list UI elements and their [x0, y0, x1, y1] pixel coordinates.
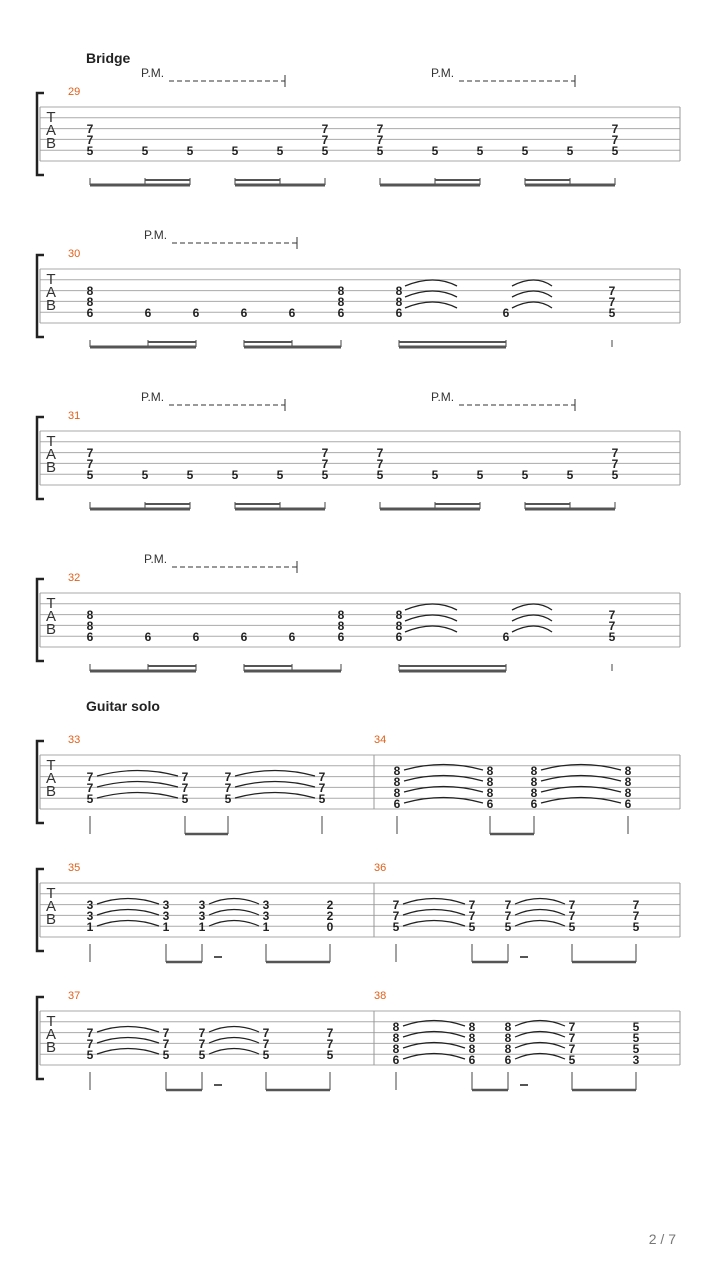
slur-arc [515, 910, 565, 916]
fret-number: 8 [624, 775, 632, 789]
tie-arc [512, 626, 552, 632]
fret-number: 0 [326, 920, 334, 934]
fret-number: 7 [86, 781, 94, 795]
fret-number: 5 [521, 144, 529, 158]
slur-arc [403, 910, 465, 916]
fret-number: 3 [262, 909, 270, 923]
tie-arc [512, 604, 552, 610]
fret-number: 5 [198, 1048, 206, 1062]
slur-arc [97, 1049, 159, 1055]
fret-number: 5 [318, 792, 326, 806]
fret-number: 7 [86, 1026, 94, 1040]
fret-number: 8 [468, 1031, 476, 1045]
palm-mute-label: P.M. [431, 66, 455, 80]
fret-number: 7 [376, 446, 384, 460]
tab-clef-letter: B [45, 297, 57, 314]
fret-number: 5 [632, 1031, 640, 1045]
fret-number: 6 [624, 797, 632, 811]
bar-number: 32 [68, 572, 81, 584]
fret-number: 8 [504, 1020, 512, 1034]
fret-number: 5 [566, 144, 574, 158]
fret-number: 8 [337, 608, 345, 622]
fret-number: 5 [86, 792, 94, 806]
fret-number: 5 [608, 630, 616, 644]
fret-number: 5 [231, 144, 239, 158]
fret-number: 7 [224, 770, 232, 784]
fret-number: 5 [376, 468, 384, 482]
fret-number: 7 [611, 446, 619, 460]
slur-arc [403, 921, 465, 927]
slur-arc [97, 1038, 159, 1044]
fret-number: 3 [162, 898, 170, 912]
slur-arc [235, 782, 315, 788]
fret-number: 5 [162, 1048, 170, 1062]
palm-mute-label: P.M. [144, 552, 168, 566]
fret-number: 5 [262, 1048, 270, 1062]
fret-number: 7 [392, 898, 400, 912]
tie-arc [405, 604, 457, 610]
fret-number: 8 [530, 786, 538, 800]
bar-number: 31 [68, 410, 81, 422]
bar-number: 36 [374, 862, 387, 874]
fret-number: 5 [476, 468, 484, 482]
fret-number: 7 [86, 770, 94, 784]
fret-number: 5 [141, 144, 149, 158]
palm-mute-label: P.M. [144, 228, 168, 242]
fret-number: 7 [162, 1037, 170, 1051]
tab-clef-letter: B [45, 621, 57, 638]
palm-mute-label: P.M. [431, 390, 455, 404]
section-title: Guitar solo [86, 698, 160, 714]
fret-number: 7 [321, 457, 329, 471]
fret-number: 6 [288, 306, 296, 320]
fret-number: 5 [86, 468, 94, 482]
fret-number: 7 [86, 122, 94, 136]
fret-number: 8 [86, 619, 94, 633]
fret-number: 5 [186, 144, 194, 158]
fret-number: 7 [392, 909, 400, 923]
fret-number: 7 [318, 770, 326, 784]
tab-clef-letter: T [46, 271, 56, 288]
fret-number: 5 [504, 920, 512, 934]
fret-number: 7 [608, 619, 616, 633]
fret-number: 3 [262, 898, 270, 912]
fret-number: 8 [86, 284, 94, 298]
fret-number: 1 [262, 920, 270, 934]
fret-number: 7 [181, 781, 189, 795]
fret-number: 7 [162, 1026, 170, 1040]
fret-number: 7 [198, 1037, 206, 1051]
fret-number: 5 [568, 920, 576, 934]
fret-number: 5 [468, 920, 476, 934]
fret-number: 5 [392, 920, 400, 934]
fret-number: 8 [486, 786, 494, 800]
fret-number: 6 [392, 1053, 400, 1067]
fret-number: 8 [530, 775, 538, 789]
fret-number: 5 [632, 1020, 640, 1034]
fret-number: 6 [240, 630, 248, 644]
tab-clef-letter: T [46, 757, 56, 774]
fret-number: 7 [318, 781, 326, 795]
fret-number: 7 [326, 1026, 334, 1040]
fret-number: 6 [192, 630, 200, 644]
fret-number: 8 [393, 786, 401, 800]
fret-number: 5 [86, 1048, 94, 1062]
fret-number: 7 [568, 898, 576, 912]
slur-arc [403, 899, 465, 905]
bar-number: 38 [374, 990, 387, 1002]
fret-number: 8 [395, 619, 403, 633]
slur-arc [97, 771, 178, 777]
fret-number: 6 [337, 630, 345, 644]
slur-arc [209, 1027, 259, 1033]
fret-number: 3 [162, 909, 170, 923]
slur-arc [515, 921, 565, 927]
tab-clef-letter: A [45, 898, 57, 915]
fret-number: 5 [566, 468, 574, 482]
fret-number: 8 [86, 295, 94, 309]
fret-number: 8 [468, 1020, 476, 1034]
slur-arc [515, 899, 565, 905]
slur-arc [209, 899, 259, 905]
tab-clef-letter: A [45, 284, 57, 301]
fret-number: 6 [530, 797, 538, 811]
fret-number: 7 [224, 781, 232, 795]
fret-number: 6 [504, 1053, 512, 1067]
palm-mute-label: P.M. [141, 390, 165, 404]
fret-number: 7 [321, 133, 329, 147]
fret-number: 5 [321, 468, 329, 482]
bar-number: 34 [374, 734, 387, 746]
fret-number: 8 [393, 775, 401, 789]
fret-number: 7 [608, 295, 616, 309]
fret-number: 6 [395, 306, 403, 320]
tab-clef-letter: B [45, 459, 57, 476]
fret-number: 5 [476, 144, 484, 158]
fret-number: 7 [468, 909, 476, 923]
fret-number: 7 [198, 1026, 206, 1040]
fret-number: 7 [611, 457, 619, 471]
tab-clef-letter: B [45, 135, 57, 152]
tab-clef-letter: A [45, 608, 57, 625]
fret-number: 5 [186, 468, 194, 482]
fret-number: 8 [337, 295, 345, 309]
fret-number: 6 [502, 630, 510, 644]
page-number: 2 / 7 [648, 1231, 676, 1247]
fret-number: 6 [144, 630, 152, 644]
tie-arc [512, 291, 552, 297]
slur-arc [97, 921, 159, 927]
slur-arc [235, 793, 315, 799]
fret-number: 5 [86, 144, 94, 158]
fret-number: 5 [326, 1048, 334, 1062]
fret-number: 8 [504, 1042, 512, 1056]
fret-number: 6 [502, 306, 510, 320]
fret-number: 5 [231, 468, 239, 482]
fret-number: 6 [337, 306, 345, 320]
fret-number: 6 [288, 630, 296, 644]
slur-arc [209, 910, 259, 916]
fret-number: 5 [611, 468, 619, 482]
bar-number: 37 [68, 990, 81, 1002]
fret-number: 8 [392, 1042, 400, 1056]
section-title: Bridge [86, 50, 131, 66]
fret-number: 8 [468, 1042, 476, 1056]
fret-number: 8 [486, 775, 494, 789]
fret-number: 5 [276, 468, 284, 482]
slur-arc [209, 1038, 259, 1044]
fret-number: 7 [262, 1037, 270, 1051]
tab-clef-letter: T [46, 885, 56, 902]
fret-number: 6 [393, 797, 401, 811]
palm-mute-label: P.M. [141, 66, 165, 80]
tab-clef-letter: B [45, 911, 57, 928]
fret-number: 3 [632, 1053, 640, 1067]
fret-number: 7 [321, 122, 329, 136]
fret-number: 7 [86, 446, 94, 460]
fret-number: 8 [395, 295, 403, 309]
fret-number: 5 [568, 1053, 576, 1067]
fret-number: 7 [568, 1031, 576, 1045]
fret-number: 8 [504, 1031, 512, 1045]
slur-arc [97, 1027, 159, 1033]
fret-number: 7 [568, 1020, 576, 1034]
fret-number: 3 [86, 898, 94, 912]
fret-number: 7 [611, 122, 619, 136]
slur-arc [97, 793, 178, 799]
tie-arc [512, 302, 552, 308]
fret-number: 6 [86, 630, 94, 644]
fret-number: 6 [192, 306, 200, 320]
fret-number: 7 [608, 608, 616, 622]
bar-number: 30 [68, 248, 81, 260]
fret-number: 7 [632, 909, 640, 923]
fret-number: 7 [326, 1037, 334, 1051]
fret-number: 5 [141, 468, 149, 482]
fret-number: 7 [504, 898, 512, 912]
fret-number: 8 [86, 608, 94, 622]
tab-clef-letter: T [46, 433, 56, 450]
fret-number: 7 [568, 1042, 576, 1056]
fret-number: 5 [632, 1042, 640, 1056]
fret-number: 7 [376, 122, 384, 136]
fret-number: 3 [86, 909, 94, 923]
bar-number: 33 [68, 734, 81, 746]
slur-arc [97, 782, 178, 788]
tie-arc [512, 615, 552, 621]
fret-number: 3 [198, 909, 206, 923]
fret-number: 7 [86, 1037, 94, 1051]
fret-number: 5 [181, 792, 189, 806]
tab-clef-letter: A [45, 1026, 57, 1043]
fret-number: 7 [321, 446, 329, 460]
fret-number: 8 [392, 1031, 400, 1045]
slur-arc [209, 921, 259, 927]
fret-number: 8 [337, 619, 345, 633]
fret-number: 7 [181, 770, 189, 784]
tab-clef-letter: T [46, 109, 56, 126]
fret-number: 8 [395, 608, 403, 622]
tab-clef-letter: B [45, 1039, 57, 1056]
fret-number: 1 [198, 920, 206, 934]
fret-number: 7 [632, 898, 640, 912]
fret-number: 5 [632, 920, 640, 934]
tie-arc [405, 280, 457, 286]
fret-number: 5 [376, 144, 384, 158]
fret-number: 5 [321, 144, 329, 158]
tab-clef-letter: T [46, 1013, 56, 1030]
fret-number: 6 [468, 1053, 476, 1067]
fret-number: 7 [262, 1026, 270, 1040]
fret-number: 7 [86, 133, 94, 147]
fret-number: 3 [198, 898, 206, 912]
fret-number: 2 [326, 909, 334, 923]
fret-number: 8 [395, 284, 403, 298]
fret-number: 6 [86, 306, 94, 320]
slur-arc [97, 899, 159, 905]
tab-clef-letter: T [46, 595, 56, 612]
fret-number: 7 [608, 284, 616, 298]
fret-number: 5 [224, 792, 232, 806]
fret-number: 8 [624, 764, 632, 778]
fret-number: 1 [162, 920, 170, 934]
fret-number: 5 [431, 144, 439, 158]
fret-number: 1 [86, 920, 94, 934]
tab-clef-letter: A [45, 446, 57, 463]
fret-number: 7 [504, 909, 512, 923]
slur-arc [97, 910, 159, 916]
fret-number: 6 [144, 306, 152, 320]
slur-arc [209, 1049, 259, 1055]
tie-arc [405, 302, 457, 308]
bar-number: 29 [68, 86, 81, 98]
fret-number: 7 [611, 133, 619, 147]
fret-number: 8 [393, 764, 401, 778]
tie-arc [405, 626, 457, 632]
tab-clef-letter: B [45, 783, 57, 800]
fret-number: 5 [608, 306, 616, 320]
fret-number: 8 [392, 1020, 400, 1034]
fret-number: 2 [326, 898, 334, 912]
tie-arc [405, 615, 457, 621]
tab-clef-letter: A [45, 770, 57, 787]
fret-number: 7 [376, 133, 384, 147]
fret-number: 7 [86, 457, 94, 471]
tie-arc [512, 280, 552, 286]
fret-number: 7 [468, 898, 476, 912]
bar-number: 35 [68, 862, 81, 874]
fret-number: 6 [240, 306, 248, 320]
fret-number: 5 [521, 468, 529, 482]
fret-number: 8 [337, 284, 345, 298]
fret-number: 5 [611, 144, 619, 158]
fret-number: 6 [486, 797, 494, 811]
fret-number: 7 [376, 457, 384, 471]
fret-number: 5 [276, 144, 284, 158]
fret-number: 5 [431, 468, 439, 482]
fret-number: 6 [395, 630, 403, 644]
tie-arc [405, 291, 457, 297]
tab-clef-letter: A [45, 122, 57, 139]
fret-number: 8 [624, 786, 632, 800]
slur-arc [235, 771, 315, 777]
fret-number: 8 [530, 764, 538, 778]
fret-number: 7 [568, 909, 576, 923]
fret-number: 8 [486, 764, 494, 778]
